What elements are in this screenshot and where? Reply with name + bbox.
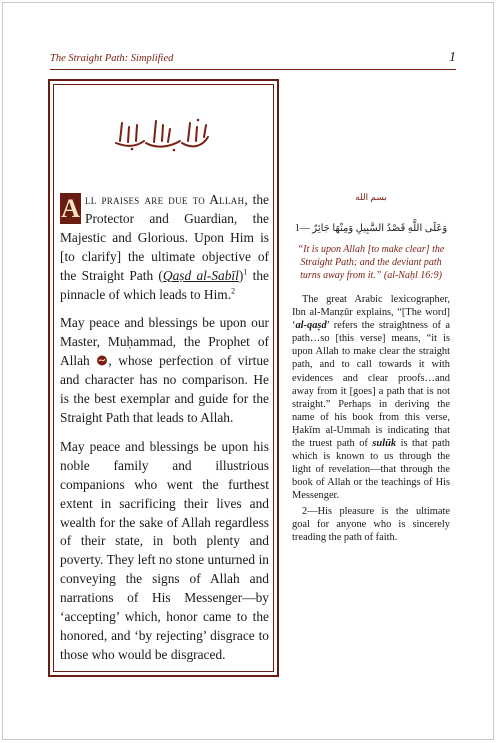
blessings-text-b: , whose perfection of virtue and character has no comparison. He is the best exemplar and guide for the Straight Path that leads to Allah. [60,353,269,425]
intro-text-c: the pinnacle of which leads to Him. [60,267,269,302]
running-title: The Straight Path: Simplified [50,53,174,64]
salutation-icon [96,355,108,366]
blessings-prophet-paragraph [60,314,269,427]
sidebar-verse-translation: “It is upon Allah [to make clear] the Straight Path; and the deviant path turns away from it.” (al-Naḥl 16:9) [297,244,445,281]
footnote-1-text-a: The great Arabic lexicographer, Ibn al-Manẓūr explains, “[The word] ‘ [292,294,450,332]
intro-paragraph [60,191,269,304]
footnote-1-term-alqasd: al-qaṣd [295,320,327,332]
footnote-1 [292,293,450,503]
main-frame [48,79,279,677]
basmala-calligraphy-icon [110,117,214,153]
footnote-ref-2[interactable]: 2 [231,286,236,296]
blessings-text-a: May peace and blessings be upon our Master, Muḥammad, the Prophet of Allah [60,315,269,369]
sidebar-heading: بسم الله [355,192,387,202]
intro-text-b: ) [238,267,244,283]
sidebar-footnotes [292,293,450,544]
footnote-2: 2—His pleasure is the ultimate goal for anyone who is sincerely treading the path of faith. [292,505,450,543]
intro-text-a: the Protector and Guardian, the Majestic and Glorious. Upon Him is [to clarify] the ultimate objective of the Straight Path ( [60,192,269,283]
running-header [50,50,456,70]
footnote-1-term-suluk: sulūk [372,438,397,450]
qasd-term: Qaṣd al-Sabīl [162,267,239,283]
dropcap-initial: A [61,194,80,223]
blessings-family-paragraph: May peace and blessings be upon his noble family and illustrious companions who went the furthest extent in sacrificing their lives and wealth for the sake of Allah regardless of their state, in both plenty and poverty. They left no stone unturned in conveying the signs of Allah and narrations of His Messenger—by ‘accepting’ which, honor came to the honored, and ‘by rejecting’ disgrace to those who would be disgraced. [60,438,269,662]
page-number: 1 [449,50,456,65]
intro-lead: ll praises are due to Allah, [85,192,249,207]
footnote-1-text-b: ’ refers the straightness of a path…so [this verse] means, “it is upon Allah to make clear the straight path, and to call towards it with evidences and clear proofs…and away from it [goes] a path that is not straight.” Perhaps in deriving the name of his book from this verse, Ḥakīm al-Ummah is indicating that the truest path of [292,320,450,450]
footnote-ref-1[interactable]: 1 [243,267,248,277]
main-text [60,191,269,675]
sidebar-arabic-verse: وَعَلَى اللَّهِ قَصْدُ السَّبِيلِ وَمِنْهَا جَائِرٌ —1 [294,223,448,234]
footnote-1-text-c: is that path which is known to us through the light of revelation—that through the book of Allah or the teachings of His Messenger. [292,438,450,502]
